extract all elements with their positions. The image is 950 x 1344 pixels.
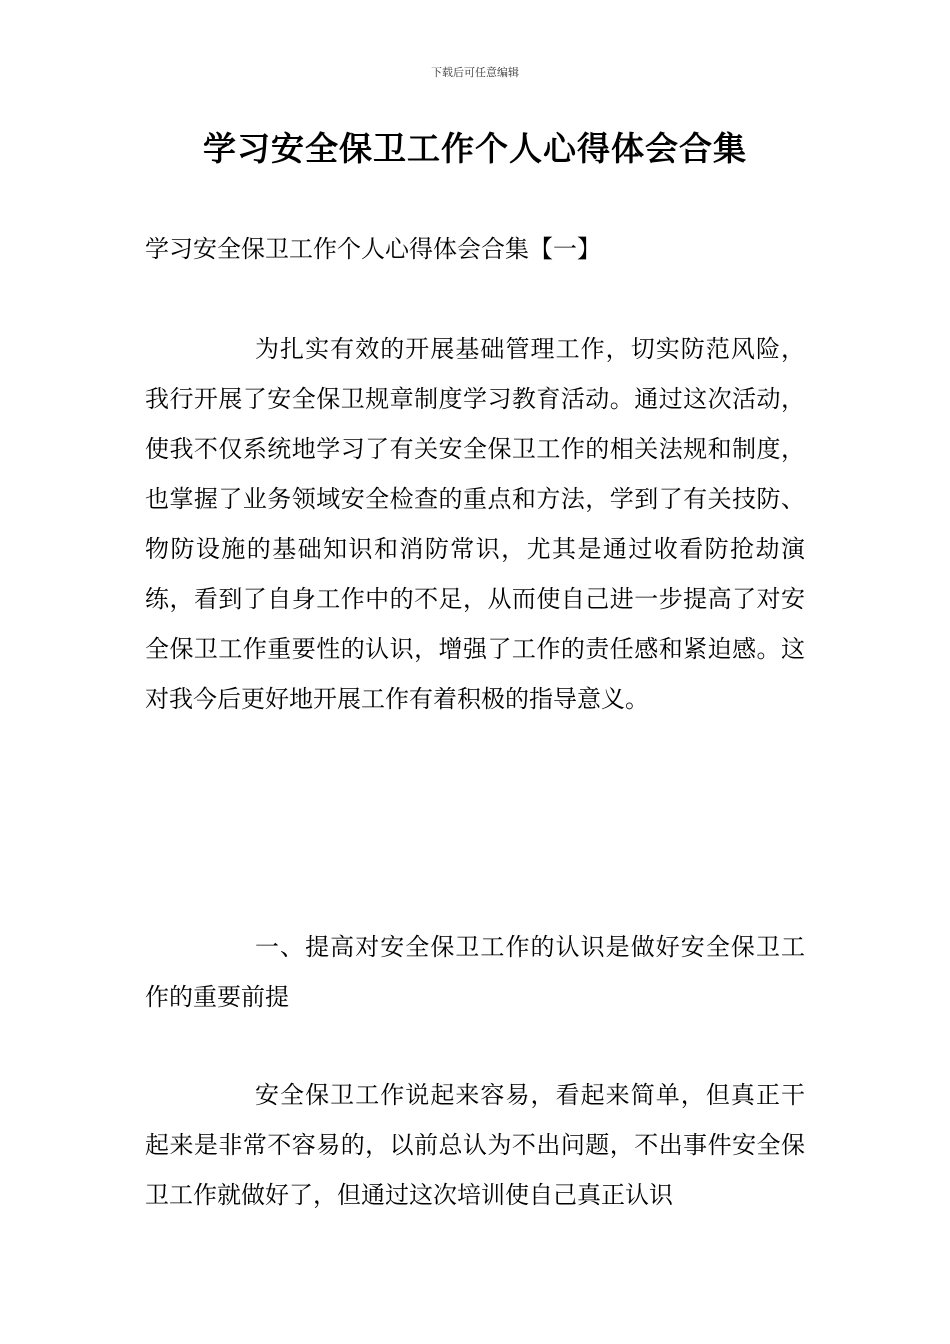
- document-title: 学习安全保卫工作个人心得体会合集: [203, 129, 747, 168]
- body-paragraph: 为扎实有效的开展基础管理工作，切实防范风险，我行开展了安全保卫规章制度学习教育活动。通过这次活动，使我不仅系统地学习了有关安全保卫工作的相关法规和制度，也掌握了业务领域安全检查的重点和方法，学到了有关技防、物防设施的基础知识和消防常识，尤其是通过收看防抢劫演练，看到了自身工作中的不足，从而使自己进一步提高了对安全保卫工作重要性的认识，增强了工作的责任感和紧迫感。这对我今后更好地开展工作有着积极的指导意义。: [145, 335, 805, 713]
- section-heading: 一、提高对安全保卫工作的认识是做好安全保卫工作的重要前提: [145, 933, 805, 1011]
- header-note: 下载后可任意编辑: [431, 66, 519, 79]
- body-paragraph: 安全保卫工作说起来容易，看起来简单，但真正干起来是非常不容易的，以前总认为不出问题，不出事件安全保卫工作就做好了，但通过这次培训使自己真正认识: [145, 1081, 805, 1209]
- section-subtitle: 学习安全保卫工作个人心得体会合集【一】: [145, 235, 601, 263]
